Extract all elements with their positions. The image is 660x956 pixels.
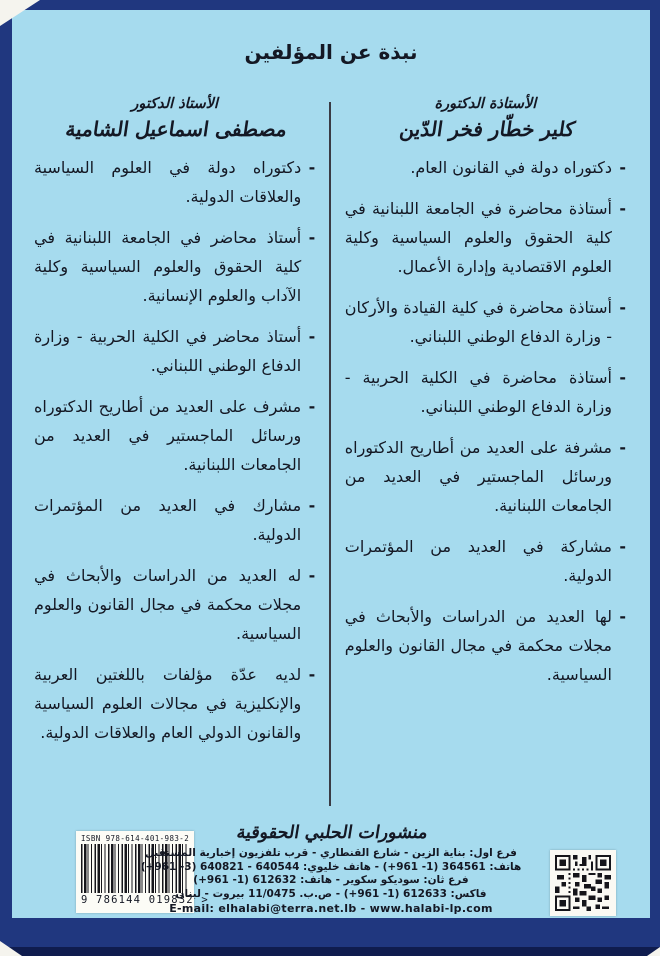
bio-item bbox=[345, 194, 626, 281]
bio-item bbox=[34, 660, 315, 747]
bio-text: مشارك في العديد من المؤتمرات الدولية. bbox=[34, 496, 302, 544]
column-divider bbox=[329, 102, 331, 806]
author-name: كلير خطّار فخر الدّين bbox=[396, 117, 575, 141]
bio-text: أستاذ محاضر في الكلية الحربية - وزارة الدفاع الوطني اللبناني. bbox=[34, 327, 302, 375]
bio-item bbox=[34, 322, 315, 380]
cover-bottom-edge bbox=[0, 947, 660, 956]
author-header bbox=[345, 96, 626, 141]
bio-item bbox=[34, 153, 315, 211]
bio-text: أستاذة محاضرة في الجامعة اللبنانية في كلية الحقوق والعلوم السياسية وكلية العلوم الاقتصادية وإدارة الأعمال. bbox=[344, 199, 612, 276]
bio-text: لها العديد من الدراسات والأبحاث في مجلات محكمة في مجال القانون والعلوم السياسية. bbox=[344, 607, 612, 684]
dash-marker: - bbox=[308, 327, 316, 346]
dash-marker: - bbox=[308, 158, 316, 177]
bio-text: له العديد من الدراسات والأبحاث في مجلات محكمة في مجال القانون والعلوم السياسية. bbox=[34, 566, 302, 643]
dash-marker: - bbox=[619, 368, 626, 387]
scan-artifact-top-left bbox=[0, 0, 40, 26]
publisher-name: منشورات الحلبي الحقوقية bbox=[234, 823, 428, 843]
publisher-block bbox=[108, 823, 554, 915]
page-title: نبذة عن المؤلفين bbox=[244, 40, 418, 64]
bio-text: أستاذ محاضر في الجامعة اللبنانية في كلية الحقوق والعلوم السياسية وكلية الآداب والعلوم الإنسانية. bbox=[34, 228, 302, 305]
bio-item bbox=[345, 602, 626, 689]
bio-text: أستاذة محاضرة في الكلية الحربية - وزارة الدفاع الوطني اللبناني. bbox=[344, 368, 612, 416]
dash-marker: - bbox=[308, 665, 316, 684]
bio-text: أستاذة محاضرة في كلية القيادة والأركان - وزارة الدفاع الوطني اللبناني. bbox=[344, 298, 612, 346]
publisher-branch-line: فرع ثان: سوديكو سكوير - هاتف: 612632 (1- 961+) bbox=[193, 874, 469, 886]
author-name: مصطفى اسماعيل الشامية bbox=[62, 117, 287, 141]
barcode-digits: 9 786144 019832 > bbox=[81, 894, 209, 906]
publisher-email-line: E-mail: elhalabi@terra.net.lb - www.halabi-lp.com bbox=[169, 902, 493, 915]
publisher-fax-line: فاكس: 612633 (1- 961+) - ص.ب. 11/0475 بيروت - لبنان bbox=[175, 887, 487, 900]
publisher-address-line: فرع اول: بناية الزين - شارع القنطاري - قرب تلفزيون إخبارية المستقبل bbox=[145, 847, 517, 859]
author-honorific: الأستاذ الدكتور bbox=[131, 96, 218, 112]
author-column-right bbox=[337, 96, 634, 806]
dash-marker: - bbox=[308, 397, 316, 416]
dash-marker: - bbox=[619, 158, 626, 177]
bio-item bbox=[34, 561, 315, 648]
dash-marker: - bbox=[308, 228, 316, 247]
dash-marker: - bbox=[619, 199, 626, 218]
dash-marker: - bbox=[308, 496, 316, 515]
qr-code-icon bbox=[550, 850, 616, 916]
scan-artifact-bottom-left bbox=[0, 941, 22, 956]
author-header bbox=[34, 96, 315, 141]
dash-marker: - bbox=[619, 438, 626, 457]
bio-item bbox=[345, 293, 626, 351]
publisher-phone-line: هاتف: 364561 (1- 961+) - هاتف خليوي: 640544 - 640821 (3- 961+) bbox=[140, 860, 522, 873]
dash-marker: - bbox=[619, 537, 626, 556]
bio-item bbox=[345, 153, 626, 182]
bio-item bbox=[345, 363, 626, 421]
cover-inner bbox=[12, 10, 650, 918]
bio-text: مشرف على العديد من أطاريح الدكتوراه ورسائل الماجستير في العديد من الجامعات اللبنانية. bbox=[34, 397, 302, 474]
dash-marker: - bbox=[308, 566, 316, 585]
bio-item bbox=[34, 491, 315, 549]
bio-text: دكتوراه دولة في القانون العام. bbox=[410, 158, 612, 177]
bio-text: لديه عدّة مؤلفات باللغتين العربية والإنكليزية في مجالات العلوم السياسية والقانون الدولي العام والعلاقات الدولية. bbox=[34, 665, 302, 742]
bio-text: مشاركة في العديد من المؤتمرات الدولية. bbox=[344, 537, 612, 585]
scan-artifact-bottom-right bbox=[647, 947, 660, 956]
bio-text: مشرفة على العديد من أطاريح الدكتوراه ورسائل الماجستير في العديد من الجامعات اللبنانية. bbox=[344, 438, 612, 515]
bio-item bbox=[345, 532, 626, 590]
dash-marker: - bbox=[619, 298, 626, 317]
isbn-label: ISBN 978-614-401-983-2 bbox=[81, 834, 190, 843]
author-column-left bbox=[26, 96, 323, 806]
bio-item bbox=[34, 392, 315, 479]
author-columns bbox=[26, 96, 634, 806]
bio-item bbox=[34, 223, 315, 310]
dash-marker: - bbox=[619, 607, 626, 626]
bio-text: دكتوراه دولة في العلوم السياسية والعلاقات الدولية. bbox=[34, 158, 302, 206]
author-honorific: الأستاذة الدكتورة bbox=[434, 96, 537, 112]
bio-item bbox=[345, 433, 626, 520]
